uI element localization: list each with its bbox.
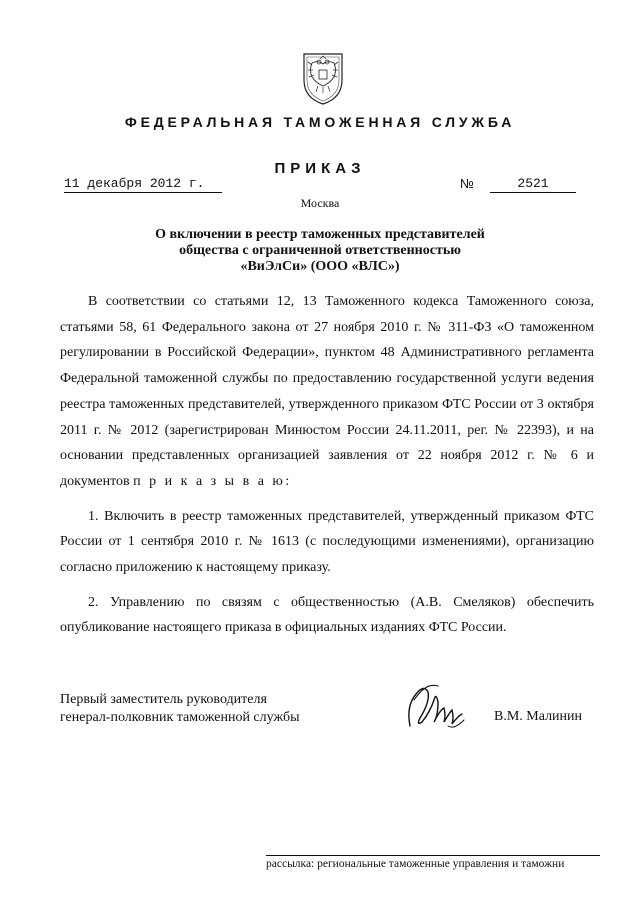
signer-name: В.М. Малинин: [494, 709, 583, 724]
state-emblem-icon: [300, 50, 346, 106]
order-item-1: 1. Включить в реестр таможенных представителей, утвержденный приказом ФТС России от 1 сентября 2010 г. № 1613 (с последующими изменениями), организацию согласно приложению к настоящему приказу.: [60, 508, 594, 576]
order-subject: [60, 227, 580, 275]
order-number: 2521: [490, 176, 576, 193]
subject-line: «ВиЭлСи» (ООО «ВЛС»): [240, 259, 400, 274]
agency-name: ФЕДЕРАЛЬНАЯ ТАМОЖЕННАЯ СЛУЖБА: [124, 114, 516, 130]
city: Москва: [300, 196, 340, 210]
signer-position-line: Первый заместитель руководителя: [60, 692, 267, 707]
order-body: [60, 289, 594, 641]
handwritten-signature-icon: [404, 676, 466, 734]
distribution-divider: [266, 855, 600, 856]
subject-line: общества с ограниченной ответственностью: [179, 243, 461, 258]
document-type: ПРИКАЗ: [274, 160, 366, 177]
command-text: п р и к а з ы в а ю:: [133, 473, 292, 489]
order-item-2: 2. Управлению по связям с общественностью (А.В. Смеляков) обеспечить опубликование настоящего приказа в официальных изданиях ФТС России.: [60, 594, 594, 636]
distribution-list: рассылка: региональные таможенные управления и таможни: [266, 858, 565, 870]
preamble-paragraph: [60, 289, 594, 495]
signer-position: [60, 691, 299, 727]
preamble-text: В соответствии со статьями 12, 13 Таможенного кодекса Таможенного союза, статьями 58, 61 Федерального закона от 27 ноября 2010 г. № 311-ФЗ «О таможенном регулировании в Российской Федерации», пунктом 48 Административного регламента Федеральной таможенной службы по предоставлению государственной услуги ведения реестра таможенных представителей, утвержденного приказом ФТС России от 3 октября 2011 г. № 2012 (зарегистрирован Минюстом России 24.11.2011, рег. № 22393), и на основании представленных организацией заявления от 22 ноября 2012 г. № 6 и документов: [60, 294, 594, 489]
signer-position-line: генерал-полковник таможенной службы: [60, 710, 300, 725]
subject-line: О включении в реестр таможенных представителей: [155, 227, 485, 242]
order-date: 11 декабря 2012 г.: [64, 176, 222, 193]
number-sign: №: [460, 176, 474, 191]
